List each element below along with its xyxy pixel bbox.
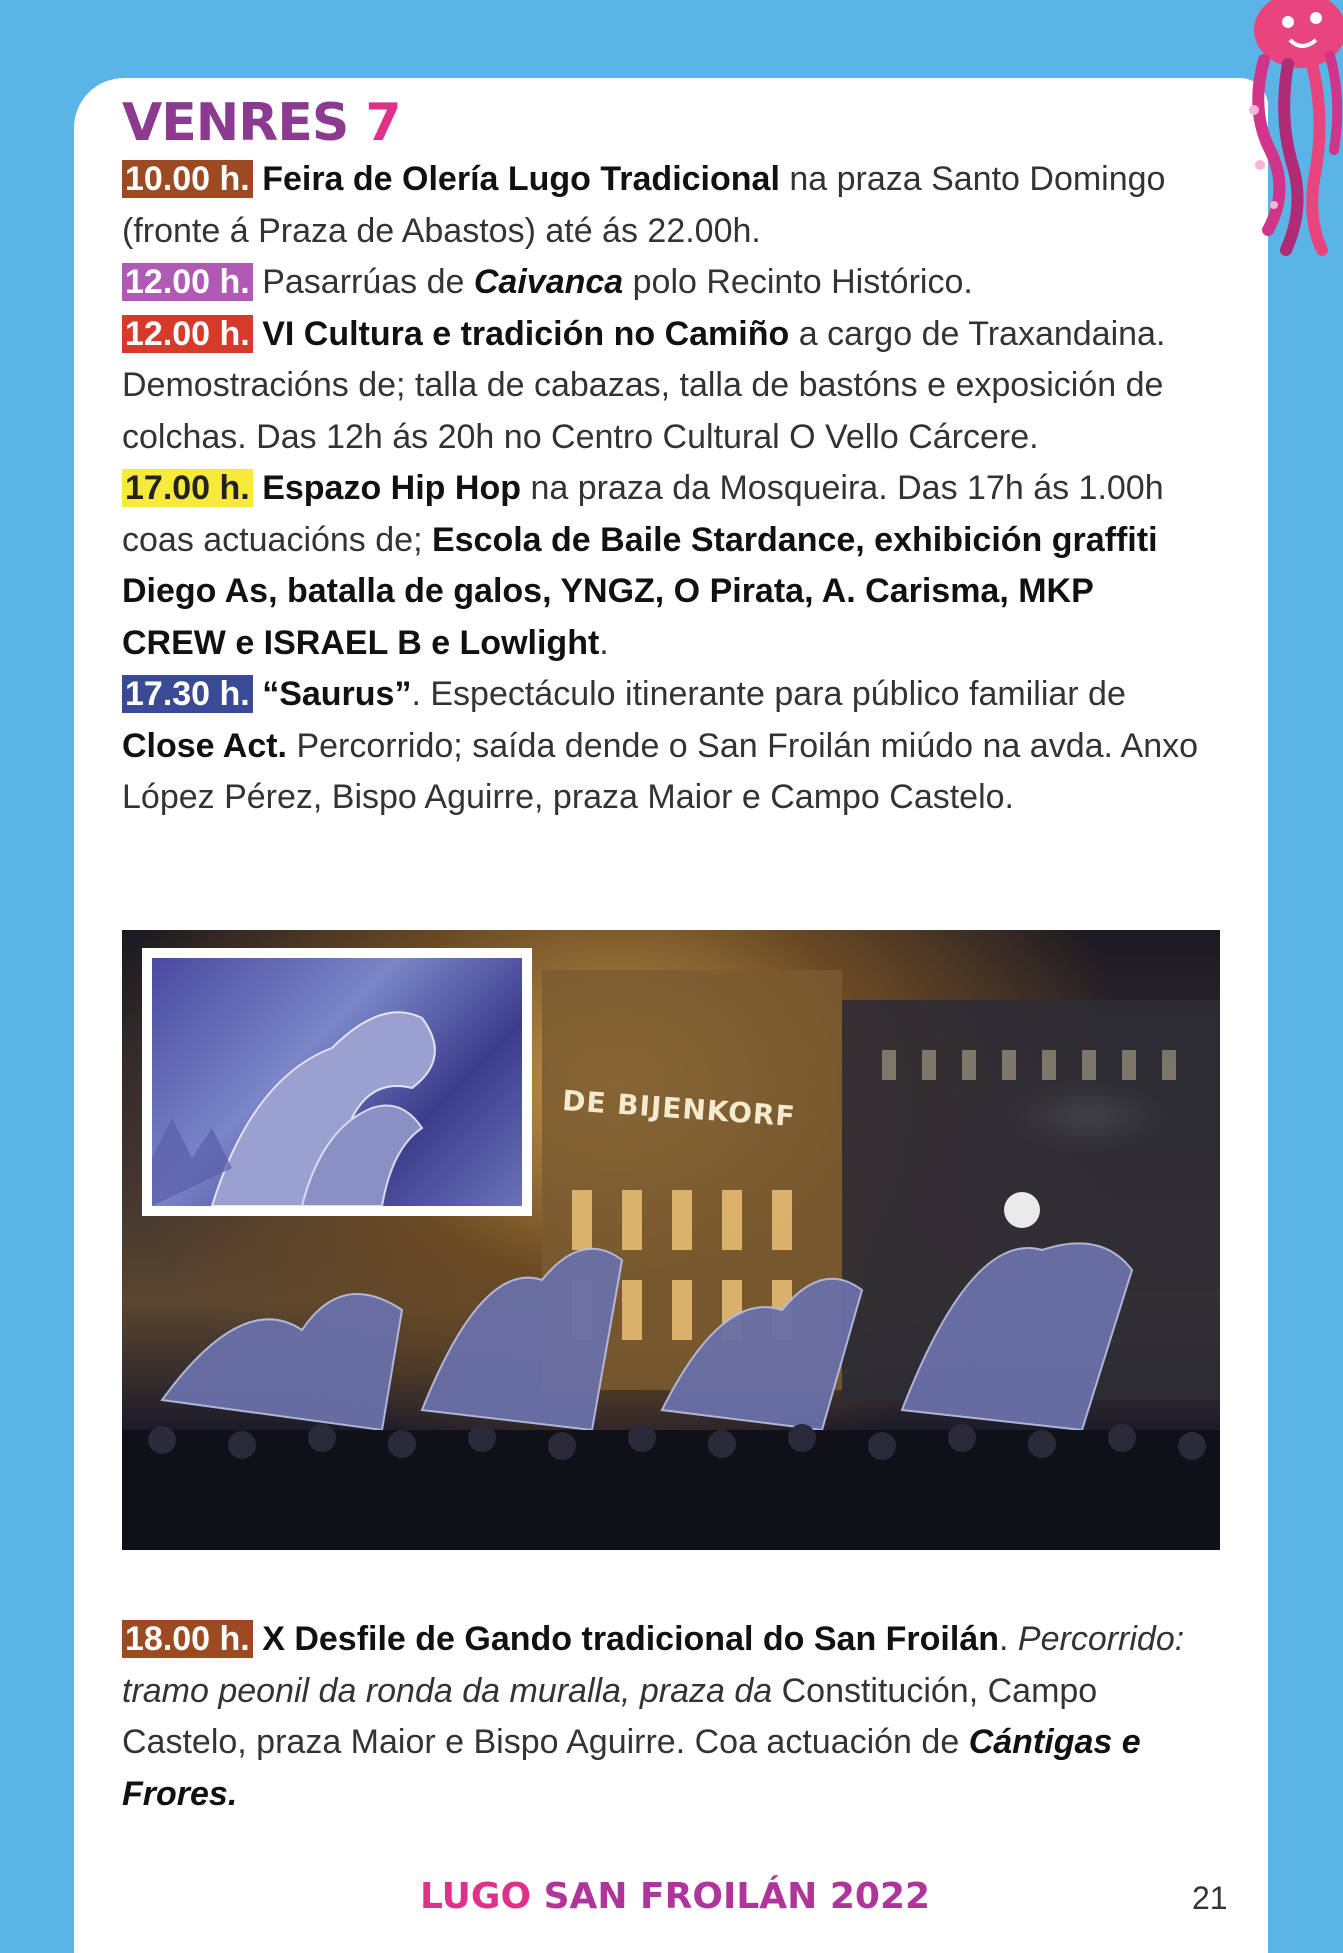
event-text: Pasarrúas de	[262, 263, 474, 301]
time-tag: 10.00 h.	[122, 160, 253, 198]
time-tag: 12.00 h.	[122, 263, 253, 301]
event-title: Caivanca	[473, 263, 624, 301]
event-1730	[122, 669, 1202, 824]
event-text: polo Recinto Histórico.	[623, 263, 973, 301]
event-1000	[122, 154, 1202, 257]
octopus-icon	[1230, 0, 1343, 260]
time-tag: 12.00 h.	[122, 315, 253, 353]
event-title: Espazo Hip Hop	[262, 469, 521, 507]
event-title: Feira de Olería Lugo Tradicional	[262, 160, 780, 198]
performers: Cántigas e Frores.	[122, 1723, 1141, 1813]
building-sign: DE BIJENKORF	[561, 1083, 797, 1134]
event-title: “Saurus”	[262, 675, 412, 713]
route-text: Percorrido: tramo peonil da ronda da muralla, praza da	[122, 1620, 1185, 1710]
closing-event	[122, 1614, 1202, 1820]
day-title	[122, 92, 1202, 154]
event-text: .	[599, 623, 609, 662]
event-1700	[122, 463, 1202, 669]
brand-year: 2022	[829, 1876, 931, 1917]
company-name: Close Act.	[122, 726, 288, 765]
brand-city: LUGO	[420, 1876, 532, 1917]
time-tag: 17.30 h.	[122, 675, 253, 713]
event-1200-b	[122, 309, 1202, 464]
event-text: Constitución, Campo Castelo, praza Maior e Bispo Aguirre. Coa actuación de	[122, 1671, 1098, 1761]
performers: Escola de Baile Stardance, exhibición graffiti Diego As, batalla de galos, YNGZ, O Pirata, A. Carisma, MKP CREW e ISRAEL B e Lowlight	[122, 520, 1158, 662]
event-1200-a	[122, 257, 1202, 309]
day-name: VENRES	[122, 93, 349, 153]
time-tag: 17.00 h.	[122, 469, 253, 507]
event-title: X Desfile de Gando tradicional do San Froilán	[262, 1620, 999, 1658]
event-1800	[122, 1614, 1202, 1820]
event-text: .	[999, 1620, 1009, 1658]
event-text: a cargo de Traxandaina. Demostracións de; talla de cabazas, talla de bastóns e exposición de colchas. Das 12h ás 20h no Centro Cultural O Vello Cárcere.	[122, 314, 1166, 456]
event-title: VI Cultura e tradición no Camiño	[262, 314, 790, 353]
event-text: Percorrido; saída dende o San Froilán miúdo na avda. Anxo López Pérez, Bispo Aguirre, praza Maior e Campo Castelo.	[122, 726, 1199, 816]
inset-photo	[142, 948, 532, 1216]
event-text: na praza Santo Domingo (fronte á Praza de Abastos) até ás 22.00h.	[122, 160, 1166, 250]
event-text: na praza da Mosqueira. Das 17h ás 1.00h coas actuacións de;	[122, 469, 1164, 559]
brand-festival: SAN FROILÁN	[543, 1876, 818, 1917]
saurus-photo	[122, 930, 1220, 1550]
inset-creature	[152, 958, 522, 1206]
day-number: 7	[365, 93, 401, 153]
footer-brand	[420, 1876, 930, 1917]
page-number: 21	[1192, 1880, 1228, 1916]
time-tag: 18.00 h.	[122, 1620, 253, 1658]
program-content	[122, 92, 1202, 824]
event-text: . Espectáculo itinerante para público familiar de	[411, 675, 1126, 713]
